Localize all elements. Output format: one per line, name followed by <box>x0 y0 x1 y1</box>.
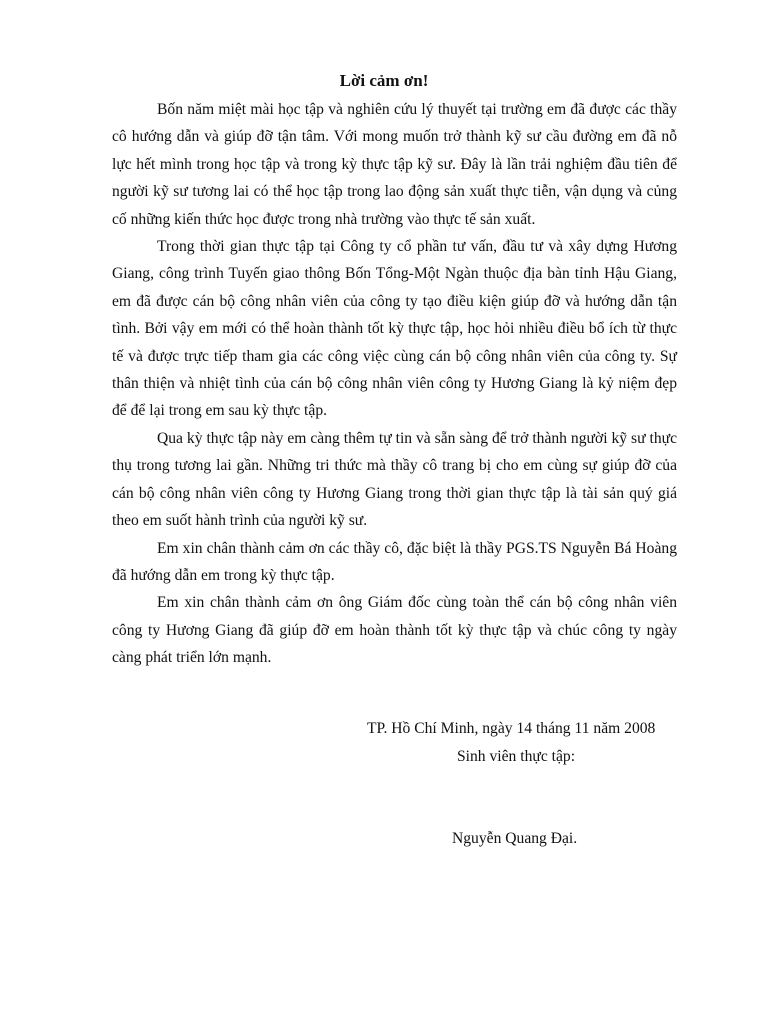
paragraph-3: Qua kỳ thực tập này em càng thêm tự tin và sẵn sàng để trở thành người kỹ sư thực thụ trong tương lai gần. Những tri thức mà thầy cô trang bị cho em cùng sự giúp đỡ của cán bộ công nhân viên công ty Hương Giang trong thời gian thực tập là tài sản quý giá theo em suốt hành trình của người kỹ sư. <box>112 429 677 530</box>
paragraph-1: Bốn năm miệt mài học tập và nghiên cứu lý thuyết tại trường em đã được các thầy cô hướng dẫn và giúp đỡ tận tâm. Với mong muốn trở thành kỹ sư cầu đường em đã nỗ lực hết mình trong học tập và trong kỳ thực tập kỹ sư. Đây là lần trải nghiệm đầu tiên để người kỹ sư tương lai có thể học tập trong lao động sản xuất thực tiễn, vận dụng và củng cố những kiến thức học được trong nhà trường vào thực tế sản xuất. <box>112 101 677 228</box>
place-date: TP. Hồ Chí Minh, ngày 14 tháng 11 năm 2008 <box>367 720 656 737</box>
paragraph-5: Em xin chân thành cảm ơn ông Giám đốc cùng toàn thể cán bộ công nhân viên công ty Hương Giang đã giúp đỡ em hoàn thành tốt kỳ thực tập và chúc công ty ngày càng phát triển lớn mạnh. <box>112 594 677 667</box>
paragraph-4: Em xin chân thành cảm ơn các thầy cô, đặc biệt là thầy PGS.TS Nguyễn Bá Hoàng đã hướng dẫn em trong kỳ thực tập. <box>112 539 677 584</box>
document-title: Lời cảm ơn! <box>339 71 429 90</box>
signer-role: Sinh viên thực tập: <box>457 748 576 765</box>
paragraph-2: Trong thời gian thực tập tại Công ty cổ phần tư vấn, đầu tư và xây dựng Hương Giang, công trình Tuyến giao thông Bốn Tổng-Một Ngàn thuộc địa bàn tỉnh Hậu Giang, em đã được cán bộ công nhân viên của công ty tạo điều kiện giúp đỡ và hướng dẫn tận tình. Bởi vậy em mới có thể hoàn thành tốt kỳ thực tập, học hỏi nhiều điều bổ ích từ thực tế và được trực tiếp tham gia các công việc cùng cán bộ công nhân viên của công ty. Sự thân thiện và nhiệt tình của cán bộ công nhân viên công ty Hương Giang là kỷ niệm đẹp để để lại trong em sau kỳ thực tập. <box>112 238 677 420</box>
signer-name: Nguyễn Quang Đại. <box>452 830 578 847</box>
document-body <box>112 96 677 672</box>
